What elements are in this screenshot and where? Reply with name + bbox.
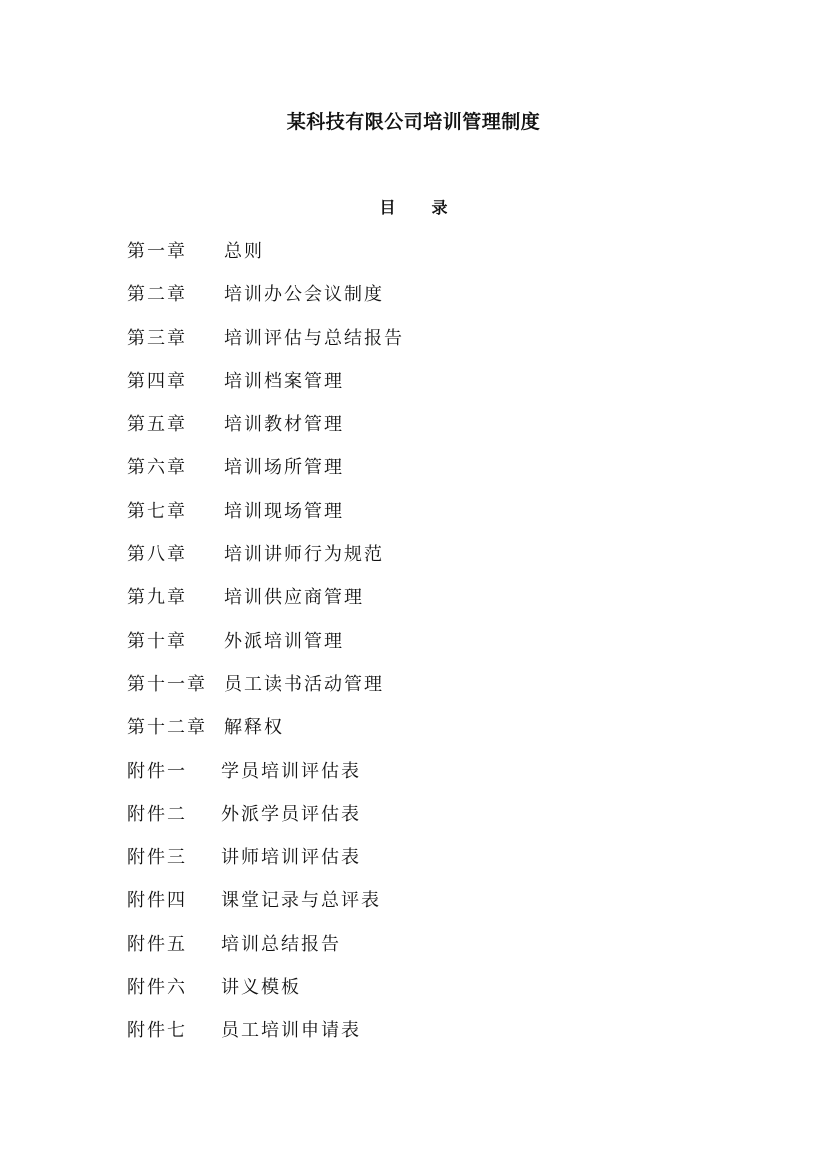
toc-heading-left: 目: [379, 198, 396, 217]
document-title: 某科技有限公司培训管理制度: [286, 111, 541, 133]
toc-item: [127, 326, 404, 369]
toc-item: [127, 1018, 404, 1061]
toc-item-number: 第四章: [127, 370, 187, 392]
toc-item-title: 培训办公会议制度: [224, 284, 384, 306]
toc-item-number: 附件七: [127, 1020, 187, 1042]
toc-item: [127, 585, 404, 628]
toc-item-title: 员工培训申请表: [221, 1020, 361, 1042]
toc-item-title: 学员培训评估表: [221, 760, 361, 782]
toc-item-number: 第八章: [127, 544, 187, 566]
toc-item-number: 第十二章: [127, 717, 207, 739]
toc-item: [127, 672, 404, 715]
toc-item-number: 附件四: [127, 890, 187, 912]
toc-item: [127, 455, 404, 498]
toc-item-number: 第十一章: [127, 673, 207, 695]
toc-item-number: 第六章: [127, 457, 187, 479]
toc-item-number: 附件三: [127, 847, 187, 869]
toc-item-title: 培训讲师行为规范: [224, 544, 384, 566]
toc-item-title: 解释权: [224, 717, 284, 739]
toc-item-title: 外派培训管理: [224, 630, 344, 652]
toc-item-title: 培训供应商管理: [224, 587, 364, 609]
toc-item-title: 培训总结报告: [221, 933, 341, 955]
toc-item: [127, 369, 404, 412]
toc-item: [127, 932, 404, 975]
toc-item-number: 第九章: [127, 587, 187, 609]
toc-item-number: 第一章: [127, 241, 187, 262]
toc-item: [127, 499, 404, 542]
toc-item-number: 第二章: [127, 284, 187, 306]
toc-item-title: 总则: [224, 241, 264, 262]
toc-item: [127, 412, 404, 455]
toc-item-number: 附件二: [127, 803, 187, 825]
toc-item: [127, 542, 404, 585]
toc-item: [127, 845, 404, 888]
toc-item-title: 课堂记录与总评表: [221, 890, 381, 912]
toc-item-title: 培训场所管理: [224, 457, 344, 479]
toc-item-title: 讲师培训评估表: [221, 847, 361, 869]
toc-item: [127, 629, 404, 672]
toc-item-title: 培训档案管理: [224, 370, 344, 392]
toc-item-title: 培训现场管理: [224, 500, 344, 522]
toc-item-title: 外派学员评估表: [221, 803, 361, 825]
toc-item-number: 附件六: [127, 977, 187, 999]
toc-item: [127, 239, 404, 282]
toc-item-title: 员工读书活动管理: [224, 673, 384, 695]
toc-item-title: 培训评估与总结报告: [224, 327, 404, 349]
toc-item: [127, 759, 404, 802]
toc-item: [127, 715, 404, 758]
toc-item-title: 讲义模板: [221, 977, 301, 999]
toc-item-number: 第五章: [127, 414, 187, 436]
toc-item: [127, 282, 404, 325]
toc-item-number: 第七章: [127, 500, 187, 522]
toc-item-number: 附件五: [127, 933, 187, 955]
toc-item-number: 第十章: [127, 630, 187, 652]
toc-item-number: 附件一: [127, 760, 187, 782]
toc-item: [127, 888, 404, 931]
table-of-contents: [127, 239, 404, 1062]
toc-item: [127, 975, 404, 1018]
toc-heading: [0, 196, 827, 220]
toc-item-title: 培训教材管理: [224, 414, 344, 436]
toc-item-number: 第三章: [127, 327, 187, 349]
toc-item: [127, 802, 404, 845]
toc-heading-right: 录: [431, 198, 448, 217]
